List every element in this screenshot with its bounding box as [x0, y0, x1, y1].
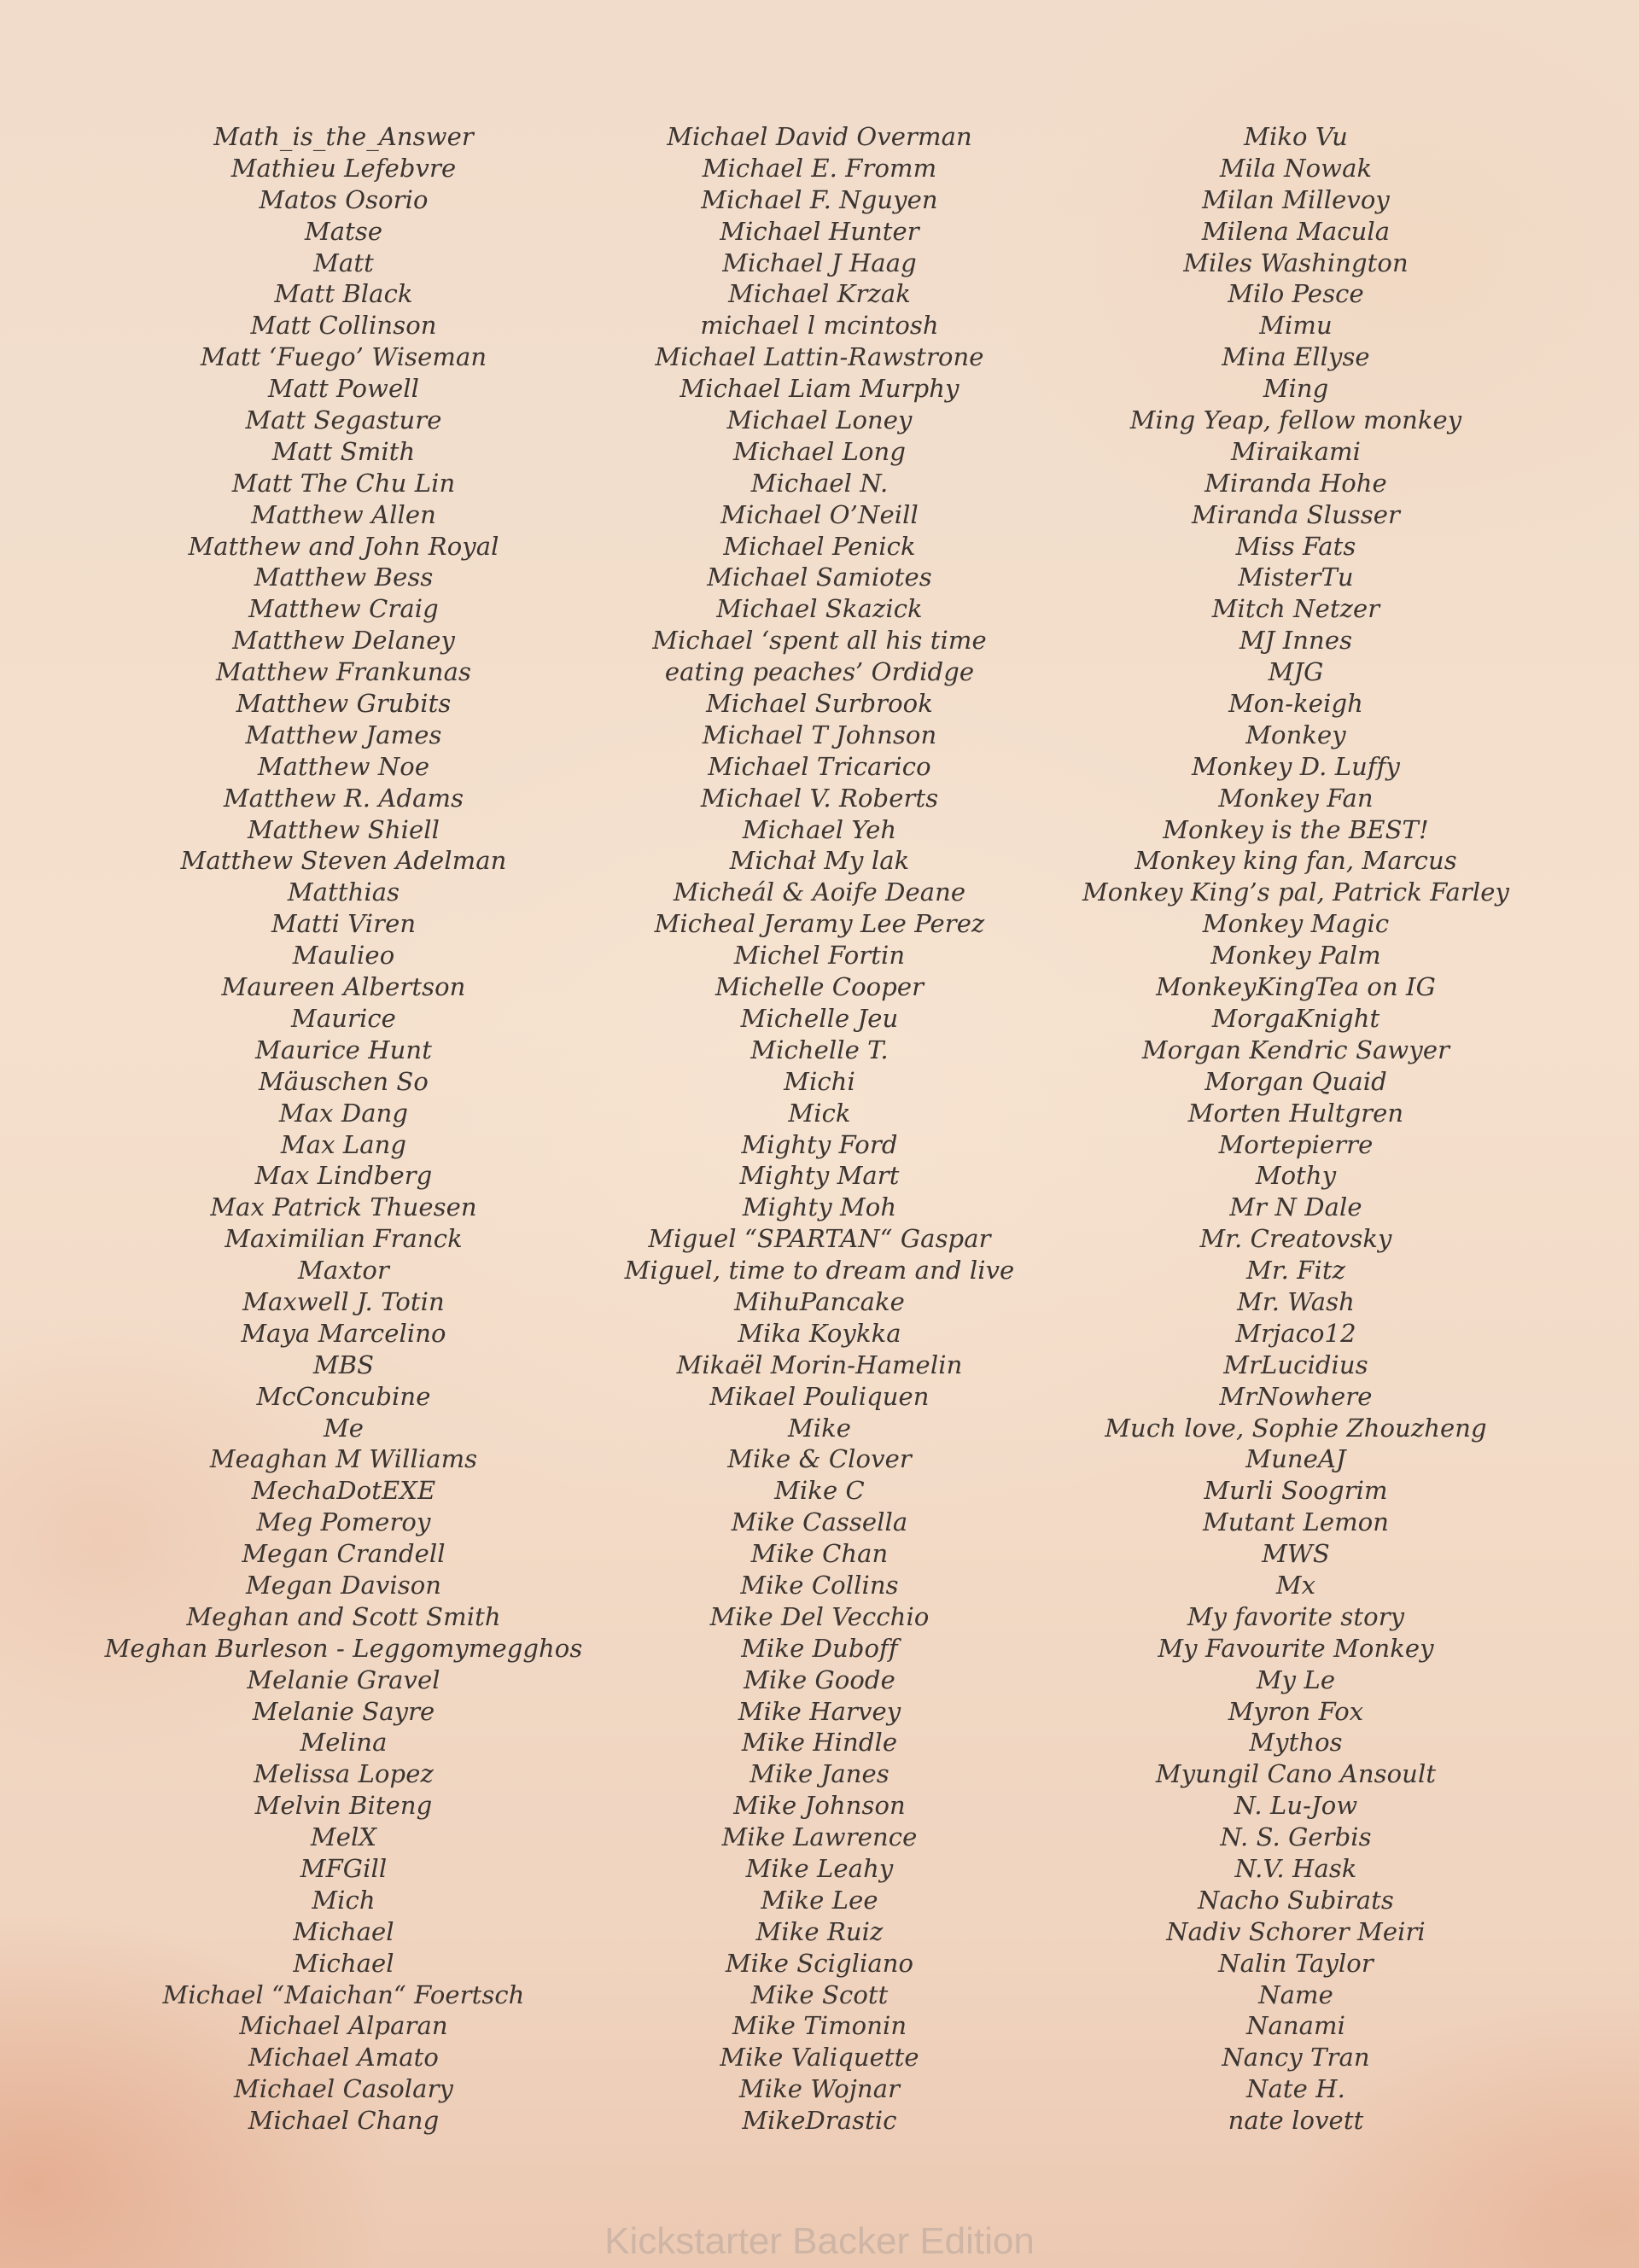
backer-name: Mike Lawrence [721, 1822, 918, 1852]
backer-name: Miguel “SPARTAN“ Gaspar [648, 1224, 991, 1254]
backer-name: Michael Loney [726, 405, 913, 435]
backer-name: Name [1258, 1979, 1333, 2009]
backer-name: Monkey King’s pal, Patrick Farley [1082, 877, 1509, 907]
backer-name: Michael E. Fromm [702, 153, 937, 183]
backer-name: Mikaël Morin-Hamelin [676, 1350, 963, 1379]
backer-name: My Le [1256, 1665, 1336, 1694]
backer-name: Mighty Ford [741, 1129, 898, 1159]
backer-name: Monkey Magic [1202, 909, 1390, 939]
backer-name: MechaDotEXE [251, 1476, 436, 1506]
backer-name: Miles Washington [1183, 248, 1409, 277]
backer-name: My favorite story [1187, 1601, 1405, 1631]
backer-name: Monkey [1245, 720, 1346, 749]
backer-name: Matse [304, 216, 383, 246]
backer-name: Maurice [291, 1003, 396, 1033]
backer-name: Mathieu Lefebvre [230, 153, 457, 183]
backer-name: Matt ‘Fuego’ Wiseman [200, 342, 487, 372]
backer-credits [0, 121, 1639, 2153]
backer-name: Myron Fox [1228, 1696, 1364, 1726]
backer-name: Meaghan M Williams [209, 1444, 478, 1474]
backer-name: Milan Millevoy [1202, 184, 1390, 214]
backer-name: Mike Janes [750, 1759, 889, 1789]
backer-name: Mike Harvey [738, 1696, 901, 1726]
backer-name: Matthew Shiell [247, 814, 440, 844]
backer-name: Michi [784, 1066, 855, 1096]
backer-name: Michael T Johnson [702, 720, 937, 749]
backer-name: Nate H. [1246, 2074, 1345, 2104]
backer-name: Matt Black [274, 279, 413, 309]
backer-name: Mike [787, 1413, 852, 1443]
backer-name: Michelle Jeu [740, 1003, 899, 1033]
backer-name: Miss Fats [1235, 531, 1356, 561]
backer-name: Matthew Frankunas [216, 657, 471, 687]
backer-name: Michael Surbrook [706, 689, 933, 719]
backer-name: Murli Soogrim [1204, 1476, 1388, 1506]
backer-name: Michel Fortin [733, 941, 906, 971]
backer-name: Matt Smith [271, 436, 416, 466]
backer-name: Michael Hunter [720, 216, 919, 246]
backer-column-1 [85, 121, 602, 2137]
backer-name: Michael [293, 1916, 394, 1946]
backer-name: Milena Macula [1201, 216, 1391, 246]
backer-name: MrNowhere [1219, 1381, 1373, 1411]
backer-name: Mikael Pouliquen [709, 1381, 930, 1411]
backer-name: Matt Segasture [245, 405, 442, 435]
backer-name: Michael Tricarico [708, 751, 931, 781]
backer-name: Mike Ruiz [755, 1916, 884, 1946]
backer-name: Mich [312, 1885, 376, 1915]
backer-name: Miraikami [1231, 436, 1361, 466]
backer-name: Max Dang [278, 1098, 409, 1128]
backer-name: N.V. Hask [1234, 1853, 1357, 1883]
backer-name: Myungil Cano Ansoult [1155, 1759, 1437, 1789]
backer-name: Mike Leahy [745, 1853, 894, 1883]
backer-name: Mäuschen So [259, 1066, 429, 1096]
backer-name: Monkey D. Luffy [1191, 751, 1401, 781]
backer-name: Michael Samiotes [707, 563, 932, 592]
backer-name: Mr. Fitz [1246, 1256, 1345, 1286]
backer-name: Matthew Steven Adelman [180, 846, 507, 876]
backer-name: Mick [788, 1098, 851, 1128]
backer-name: Monkey king fan, Marcus [1134, 846, 1457, 876]
backer-name: Matt Collinson [250, 311, 437, 341]
backer-name: Mortepierre [1218, 1129, 1374, 1159]
backer-name: Michael O’Neill [720, 499, 919, 529]
backer-name: Matthew Bess [254, 563, 434, 592]
backer-name: Mothy [1255, 1161, 1337, 1191]
backer-name: Matthew Craig [248, 594, 439, 624]
backer-name: Morten Hultgren [1187, 1098, 1404, 1128]
backer-name: Mina Ellyse [1222, 342, 1370, 372]
backer-name: Matthias [287, 877, 400, 907]
backer-name: Mike & Clover [727, 1444, 912, 1474]
backer-name: Max Lindberg [254, 1161, 433, 1191]
backer-name: Maxtor [298, 1256, 389, 1286]
backer-name: Mike C [774, 1476, 865, 1506]
backer-name: Michael Amato [248, 2043, 439, 2073]
backer-name: Mike Hindle [741, 1728, 898, 1758]
backer-name: Math_is_the_Answer [213, 122, 474, 151]
backer-name: Melanie Sayre [252, 1696, 435, 1726]
backer-name: Mx [1275, 1570, 1316, 1600]
backer-name: Max Patrick Thuesen [210, 1192, 477, 1222]
backer-name: Michael Chang [248, 2106, 440, 2136]
backer-name: McConcubine [256, 1381, 431, 1411]
backer-name: Mike Cassella [731, 1507, 908, 1537]
backer-name: MrLucidius [1223, 1350, 1368, 1379]
backer-name: Mike Johnson [733, 1791, 906, 1821]
backer-name: MBS [312, 1350, 375, 1379]
backer-name: Melissa Lopez [254, 1759, 434, 1789]
backer-name: Monkey is the BEST! [1163, 814, 1429, 844]
backer-name: Maureen Albertson [221, 972, 466, 1002]
backer-name: Mike Del Vecchio [709, 1601, 930, 1631]
backer-name: Michelle T. [750, 1035, 889, 1064]
backer-name: Miranda Slusser [1192, 499, 1400, 529]
backer-name: Matthew James [245, 720, 442, 749]
backer-name: Matt [313, 248, 374, 277]
backer-name: Ming [1263, 374, 1329, 404]
backer-name: Nalin Taylor [1218, 1948, 1374, 1978]
backer-name: Michael David Overman [667, 122, 972, 151]
backer-name: MWS [1262, 1539, 1330, 1569]
backer-name: MJ Innes [1239, 626, 1353, 656]
backer-name: MuneAJ [1245, 1444, 1346, 1474]
backer-name: Mike Collins [740, 1570, 899, 1600]
backer-name: Mr. Wash [1237, 1286, 1355, 1316]
backer-name: Matthew Delaney [232, 626, 455, 656]
backer-name: Much love, Sophie Zhouzheng [1105, 1413, 1487, 1443]
backer-name: Miko Vu [1244, 122, 1348, 151]
backer-name: Matos Osorio [259, 184, 429, 214]
backer-name: Melina [300, 1728, 388, 1758]
backer-name: Miranda Hohe [1204, 468, 1387, 498]
backer-name: Michael “Maichan“ Foertsch [162, 1979, 525, 2009]
edition-footer: Kickstarter Backer Edition [604, 2220, 1035, 2262]
backer-name: Micheál & Aoife Deane [673, 877, 966, 907]
backer-name: Megan Crandell [242, 1539, 446, 1569]
backer-name: MelX [310, 1822, 377, 1852]
backer-name: Maurice Hunt [255, 1035, 432, 1064]
backer-name: Nancy Tran [1222, 2043, 1370, 2073]
backer-name: Mitch Netzer [1211, 594, 1380, 624]
backer-name: Mighty Mart [739, 1161, 900, 1191]
backer-name: Morgan Quaid [1204, 1066, 1387, 1096]
backer-name: Michael F. Nguyen [701, 184, 938, 214]
backer-name: MorgaKnight [1211, 1003, 1380, 1033]
backer-name: Matthew and John Royal [188, 531, 499, 561]
backer-name: Me [323, 1413, 365, 1443]
backer-name: Michael Long [733, 436, 906, 466]
backer-name: Michael Lattin-Rawstrone [655, 342, 984, 372]
backer-name: Mike Lee [761, 1885, 878, 1915]
backer-name: Michael Yeh [742, 814, 897, 844]
backer-name: Michael ‘spent all his time [652, 626, 987, 656]
backer-name: Morgan Kendric Sawyer [1141, 1035, 1450, 1064]
backer-name: Michael Skazick [716, 594, 923, 624]
backer-name: MisterTu [1238, 563, 1354, 592]
backer-name: Monkey Fan [1218, 783, 1374, 813]
backer-name: Mike Goode [744, 1665, 895, 1694]
backer-name: Maximilian Franck [225, 1224, 463, 1254]
backer-name: Matt The Chu Lin [231, 468, 456, 498]
backer-name: Meg Pomeroy [256, 1507, 431, 1537]
backer-name: Matthew Noe [257, 751, 430, 781]
backer-name: Maxwell J. Totin [242, 1286, 445, 1316]
backer-name: Michael Penick [723, 531, 916, 561]
backer-name: N. S. Gerbis [1220, 1822, 1372, 1852]
backer-name: Mutant Lemon [1202, 1507, 1390, 1537]
backer-name: Mika Koykka [738, 1318, 901, 1348]
backer-name: Mr. Creatovsky [1199, 1224, 1392, 1254]
backer-name: Maulieo [292, 941, 395, 971]
backer-name: Mike Valiquette [720, 2043, 919, 2073]
backer-column-2 [563, 121, 1076, 2137]
backer-name: Nanami [1245, 2011, 1345, 2041]
backer-name: Mimu [1259, 311, 1333, 341]
backer-name: Megan Davison [245, 1570, 442, 1600]
backer-name: Mike Scott [750, 1979, 889, 2009]
backer-name: Nacho Subirats [1198, 1885, 1394, 1915]
backer-name: Mike Timonin [732, 2011, 907, 2041]
backer-name: Mike Wojnar [738, 2074, 901, 2104]
backer-name: nate lovett [1228, 2106, 1364, 2136]
backer-name: Melvin Biteng [254, 1791, 433, 1821]
backer-name: Monkey Palm [1210, 941, 1381, 971]
backer-name: Michael J Haag [722, 248, 917, 277]
backer-name: MihuPancake [734, 1286, 905, 1316]
backer-name: Mythos [1249, 1728, 1343, 1758]
backer-name: Mila Nowak [1219, 153, 1373, 183]
backer-name: Michael Casolary [233, 2074, 454, 2104]
backer-name: Mike Duboff [741, 1633, 898, 1663]
backer-name: Michael [293, 1948, 394, 1978]
backer-name: Maya Marcelino [241, 1318, 446, 1348]
backer-name: Michelle Cooper [715, 972, 924, 1002]
backer-name: Mighty Moh [742, 1192, 897, 1222]
backer-name: Milo Pesce [1228, 279, 1364, 309]
backer-name: Meghan Burleson - Leggomymegghos [104, 1633, 583, 1663]
backer-name: eating peaches’ Ordidge [664, 657, 975, 687]
backer-name: Michael Krzak [728, 279, 911, 309]
backer-name: Matt Powell [268, 374, 419, 404]
backer-name: Michael Liam Murphy [680, 374, 959, 404]
backer-name: Matthew Grubits [236, 689, 452, 719]
backer-name: michael l mcintosh [700, 311, 939, 341]
backer-name: Michael V. Roberts [700, 783, 939, 813]
backer-name: Micheal Jeramy Lee Perez [654, 909, 985, 939]
backer-name: My Favourite Monkey [1158, 1633, 1434, 1663]
backer-name: Michael Alparan [239, 2011, 448, 2041]
backer-name: Matti Viren [271, 909, 417, 939]
backer-name: Meghan and Scott Smith [186, 1601, 501, 1631]
backer-name: MFGill [300, 1853, 388, 1883]
backer-name: Miguel, time to dream and live [624, 1256, 1015, 1286]
backer-name: Mr N Dale [1229, 1192, 1362, 1222]
backer-name: Matthew Allen [251, 499, 436, 529]
backer-name: Mike Chan [750, 1539, 889, 1569]
backer-name: Mike Scigliano [725, 1948, 914, 1978]
backer-name: Max Lang [280, 1129, 407, 1159]
backer-name: Mon-keigh [1228, 689, 1363, 719]
backer-name: Matthew R. Adams [223, 783, 464, 813]
backer-name: MonkeyKingTea on IG [1156, 972, 1436, 1002]
backer-name: N. Lu-Jow [1234, 1791, 1358, 1821]
backer-name: MikeDrastic [742, 2106, 897, 2136]
backer-name: Melanie Gravel [247, 1665, 440, 1694]
backer-name: MJG [1268, 657, 1324, 687]
backer-column-3 [1040, 121, 1552, 2137]
backer-name: Michael N. [750, 468, 889, 498]
backer-name: Mrjaco12 [1235, 1318, 1356, 1348]
backer-name: Michał My lak [729, 846, 910, 876]
backer-name: Nadiv Schorer Meiri [1166, 1916, 1426, 1946]
backer-name: Ming Yeap, fellow monkey [1129, 405, 1462, 435]
